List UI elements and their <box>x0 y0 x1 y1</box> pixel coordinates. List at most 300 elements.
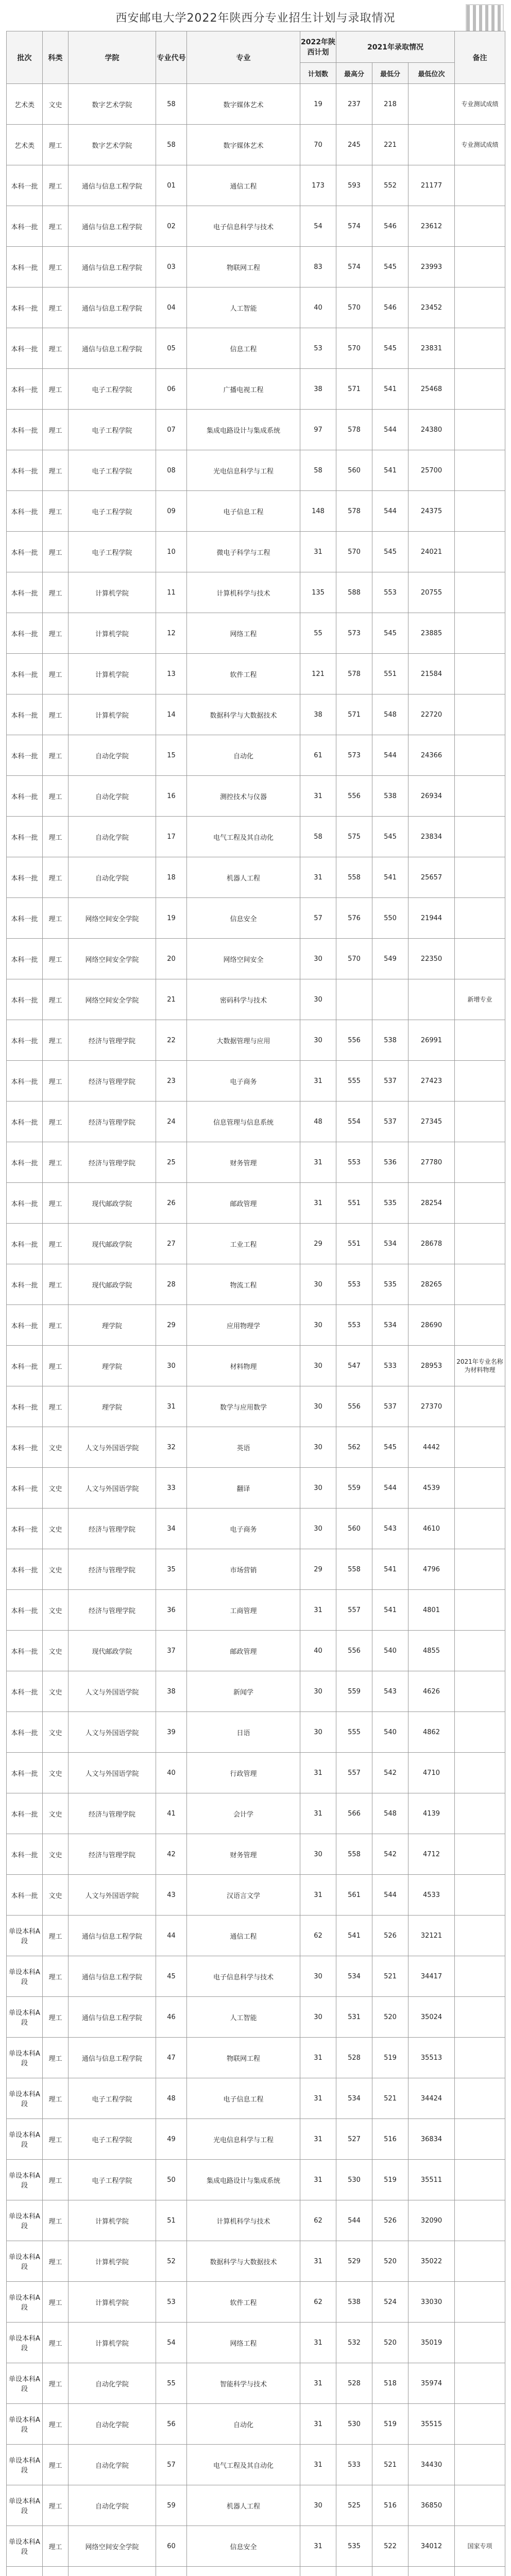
cell-remark <box>455 491 505 532</box>
cell-batch: 本科一批 <box>7 1142 43 1183</box>
cell-batch: 本科一批 <box>7 1020 43 1061</box>
cell-major: 通信工程 <box>187 165 300 206</box>
cell-subject: 理工 <box>43 2119 69 2160</box>
table-row <box>7 1793 505 1834</box>
cell-major: 行政管理 <box>187 1753 300 1793</box>
cell-rank: 28953 <box>408 1346 455 1386</box>
cell-college: 自动化学院 <box>69 857 156 898</box>
cell-remark <box>455 1061 505 1101</box>
cell-plan: 31 <box>300 2160 336 2200</box>
cell-batch: 本科一批 <box>7 776 43 817</box>
cell-max: 573 <box>336 735 372 776</box>
cell-code: 58 <box>156 125 187 165</box>
cell-rank: 23831 <box>408 328 455 369</box>
cell-max: 559 <box>336 1671 372 1712</box>
cell-major: 密码科学与技术 <box>187 979 300 1020</box>
cell-batch: 本科一批 <box>7 1793 43 1834</box>
cell-remark <box>455 532 505 572</box>
cell-remark <box>455 2119 505 2160</box>
table-row <box>7 450 505 491</box>
cell-major: 翻译 <box>187 1468 300 1509</box>
cell-major: 电子商务 <box>187 1509 300 1549</box>
cell-remark <box>455 1549 505 1590</box>
cell-code: 26 <box>156 1183 187 1224</box>
cell-plan: 62 <box>300 2200 336 2241</box>
cell-max: 578 <box>336 410 372 450</box>
cell-min: 537 <box>372 1386 408 1427</box>
cell-rank: 4801 <box>408 1590 455 1631</box>
cell-code: 11 <box>156 572 187 613</box>
header-score-group: 2021年录取情况 <box>336 31 455 63</box>
cell-major: 邮政管理 <box>187 1183 300 1224</box>
cell-rank: 27370 <box>408 1386 455 1427</box>
cell-plan: 62 <box>300 1916 336 1956</box>
table-row <box>7 979 505 1020</box>
cell-rank: 4796 <box>408 1549 455 1590</box>
cell-batch: 本科一批 <box>7 1590 43 1631</box>
cell-plan: 61 <box>300 735 336 776</box>
cell-subject: 文史 <box>43 1549 69 1590</box>
cell-plan: 30 <box>300 979 336 1020</box>
cell-college: 经济与管理学院 <box>69 1590 156 1631</box>
cell-subject: 理工 <box>43 694 69 735</box>
cell-major: 汉语言文学 <box>187 1875 300 1916</box>
cell-plan: 62 <box>300 2282 336 2323</box>
cell-batch: 单设本科A段 <box>7 1956 43 1997</box>
cell-batch: 本科一批 <box>7 572 43 613</box>
cell-remark: 专业测试成绩 <box>455 84 505 125</box>
table-row <box>7 1346 505 1386</box>
cell-major: 数据科学与大数据技术 <box>187 2241 300 2282</box>
cell-subject: 理工 <box>43 939 69 979</box>
cell-min: 545 <box>372 328 408 369</box>
cell-code: 15 <box>156 735 187 776</box>
cell-subject: 理工 <box>43 1020 69 1061</box>
cell-remark <box>455 1875 505 1916</box>
header-subject: 科类 <box>43 31 69 84</box>
cell-plan: 31 <box>300 1061 336 1101</box>
cell-subject: 理工 <box>43 1956 69 1997</box>
cell-batch <box>7 2567 43 2576</box>
cell-code: 36 <box>156 1590 187 1631</box>
cell-plan: 30 <box>300 2485 336 2526</box>
cell-subject <box>43 2567 69 2576</box>
cell-major: 物联网工程 <box>187 247 300 287</box>
cell-max: 571 <box>336 694 372 735</box>
cell-major: 信息管理与信息系统 <box>187 1101 300 1142</box>
cell-college: 人文与外国语学院 <box>69 1753 156 1793</box>
cell-rank: 4626 <box>408 1671 455 1712</box>
cell-major: 人工智能 <box>187 287 300 328</box>
cell-min: 541 <box>372 369 408 410</box>
cell-rank: 4442 <box>408 1427 455 1468</box>
cell-max: 541 <box>336 1916 372 1956</box>
cell-remark <box>455 2363 505 2404</box>
header-min: 最低分 <box>372 63 408 84</box>
cell-batch: 本科一批 <box>7 450 43 491</box>
cell-rank: 24021 <box>408 532 455 572</box>
cell-plan: 30 <box>300 1346 336 1386</box>
cell-code: 56 <box>156 2404 187 2445</box>
cell-batch: 本科一批 <box>7 1183 43 1224</box>
cell-major: 网络工程 <box>187 613 300 654</box>
cell-plan: 53 <box>300 328 336 369</box>
cell-max: 534 <box>336 2078 372 2119</box>
cell-min: 536 <box>372 1142 408 1183</box>
cell-college: 电子工程学院 <box>69 2078 156 2119</box>
cell-code: 04 <box>156 287 187 328</box>
table-row <box>7 2323 505 2363</box>
cell-code: 03 <box>156 247 187 287</box>
table-row <box>7 1997 505 2038</box>
table-row <box>7 2445 505 2485</box>
cell-min: 548 <box>372 694 408 735</box>
cell-plan: 29 <box>300 1549 336 1590</box>
cell-code: 38 <box>156 1671 187 1712</box>
cell-code: 54 <box>156 2323 187 2363</box>
table-row <box>7 165 505 206</box>
cell-code: 33 <box>156 1468 187 1509</box>
cell-college: 计算机学院 <box>69 572 156 613</box>
cell-remark <box>455 2485 505 2526</box>
cell-subject: 理工 <box>43 450 69 491</box>
cell-min <box>372 2567 408 2576</box>
cell-subject: 理工 <box>43 735 69 776</box>
cell-batch: 本科一批 <box>7 654 43 694</box>
cell-max: 558 <box>336 857 372 898</box>
cell-rank <box>408 2567 455 2576</box>
cell-major: 计算机科学与技术 <box>187 572 300 613</box>
cell-college: 数字艺术学院 <box>69 125 156 165</box>
cell-college: 经济与管理学院 <box>69 1793 156 1834</box>
cell-major: 会计学 <box>187 1793 300 1834</box>
cell-min: 546 <box>372 206 408 247</box>
header-remark: 备注 <box>455 31 505 84</box>
cell-max: 575 <box>336 817 372 857</box>
cell-subject: 理工 <box>43 491 69 532</box>
cell-subject: 理工 <box>43 247 69 287</box>
cell-rank: 24380 <box>408 410 455 450</box>
cell-rank: 22720 <box>408 694 455 735</box>
cell-min: 542 <box>372 1753 408 1793</box>
cell-rank: 23452 <box>408 287 455 328</box>
cell-max <box>336 979 372 1020</box>
cell-batch: 本科一批 <box>7 1346 43 1386</box>
cell-min: 537 <box>372 1101 408 1142</box>
table-row <box>7 1061 505 1101</box>
cell-subject: 理工 <box>43 165 69 206</box>
cell-rank <box>408 84 455 125</box>
cell-major: 日语 <box>187 1712 300 1753</box>
table-row <box>7 1875 505 1916</box>
cell-college: 自动化学院 <box>69 2485 156 2526</box>
cell-plan: 31 <box>300 2404 336 2445</box>
cell-batch: 本科一批 <box>7 857 43 898</box>
cell-code: 14 <box>156 694 187 735</box>
cell-remark <box>455 2038 505 2078</box>
cell-max: 538 <box>336 2282 372 2323</box>
cell-plan: 38 <box>300 369 336 410</box>
cell-subject: 理工 <box>43 1101 69 1142</box>
cell-min: 538 <box>372 1020 408 1061</box>
cell-rank: 35513 <box>408 2038 455 2078</box>
cell-min: 553 <box>372 572 408 613</box>
table-row <box>7 1142 505 1183</box>
cell-rank: 24366 <box>408 735 455 776</box>
cell-max: 554 <box>336 1101 372 1142</box>
cell-max: 561 <box>336 1875 372 1916</box>
cell-batch: 单设本科A段 <box>7 2038 43 2078</box>
cell-remark <box>455 1305 505 1346</box>
cell-code: 37 <box>156 1631 187 1671</box>
cell-plan: 29 <box>300 1224 336 1264</box>
cell-subject: 文史 <box>43 1468 69 1509</box>
cell-major: 信息工程 <box>187 328 300 369</box>
cell-min: 541 <box>372 450 408 491</box>
table-row <box>7 2200 505 2241</box>
cell-college: 计算机学院 <box>69 694 156 735</box>
cell-max: 532 <box>336 2323 372 2363</box>
cell-plan: 30 <box>300 1386 336 1427</box>
cell-remark <box>455 410 505 450</box>
cell-subject: 文史 <box>43 1875 69 1916</box>
cell-batch: 本科一批 <box>7 1101 43 1142</box>
cell-max: 588 <box>336 572 372 613</box>
cell-code: 55 <box>156 2363 187 2404</box>
cell-max: 530 <box>336 2160 372 2200</box>
cell-min: 545 <box>372 532 408 572</box>
cell-code: 41 <box>156 1793 187 1834</box>
cell-subject: 理工 <box>43 857 69 898</box>
cell-plan: 58 <box>300 450 336 491</box>
cell-remark <box>455 2241 505 2282</box>
cell-min: 526 <box>372 2200 408 2241</box>
cell-max: 562 <box>336 1427 372 1468</box>
cell-plan: 30 <box>300 1427 336 1468</box>
cell-remark <box>455 247 505 287</box>
cell-code: 48 <box>156 2078 187 2119</box>
table-row <box>7 491 505 532</box>
cell-college: 理学院 <box>69 1386 156 1427</box>
cell-remark <box>455 572 505 613</box>
cell-rank: 4862 <box>408 1712 455 1753</box>
cell-plan: 30 <box>300 1305 336 1346</box>
cell-max: 553 <box>336 1264 372 1305</box>
cell-plan: 30 <box>300 1020 336 1061</box>
cell-code: 39 <box>156 1712 187 1753</box>
cell-code: 05 <box>156 328 187 369</box>
cell-remark <box>455 1264 505 1305</box>
cell-code: 06 <box>156 369 187 410</box>
cell-batch: 本科一批 <box>7 1468 43 1509</box>
cell-plan: 31 <box>300 1590 336 1631</box>
cell-subject: 理工 <box>43 2078 69 2119</box>
cell-college: 现代邮政学院 <box>69 1631 156 1671</box>
cell-remark <box>455 1183 505 1224</box>
cell-max: 527 <box>336 2119 372 2160</box>
cell-plan: 30 <box>300 939 336 979</box>
cell-college: 通信与信息工程学院 <box>69 1916 156 1956</box>
cell-remark <box>455 1793 505 1834</box>
cell-subject: 理工 <box>43 1142 69 1183</box>
cell-code: 52 <box>156 2241 187 2282</box>
cell-code: 49 <box>156 2119 187 2160</box>
cell-remark <box>455 735 505 776</box>
cell-code: 08 <box>156 450 187 491</box>
cell-code <box>156 2567 187 2576</box>
cell-college: 自动化学院 <box>69 776 156 817</box>
cell-subject: 理工 <box>43 2445 69 2485</box>
table-row <box>7 776 505 817</box>
table-row <box>7 1264 505 1305</box>
cell-batch: 本科一批 <box>7 1712 43 1753</box>
cell-college: 经济与管理学院 <box>69 1101 156 1142</box>
cell-college: 数字艺术学院 <box>69 84 156 125</box>
cell-subject: 理工 <box>43 2485 69 2526</box>
cell-max: 558 <box>336 1549 372 1590</box>
cell-plan: 30 <box>300 1509 336 1549</box>
cell-rank <box>408 125 455 165</box>
cell-major: 新闻学 <box>187 1671 300 1712</box>
cell-batch: 本科一批 <box>7 491 43 532</box>
cell-rank: 26991 <box>408 1020 455 1061</box>
cell-college: 人文与外国语学院 <box>69 1712 156 1753</box>
cell-batch: 艺术类 <box>7 84 43 125</box>
cell-major: 计算机科学与技术 <box>187 2200 300 2241</box>
cell-remark <box>455 1956 505 1997</box>
cell-max: 534 <box>336 1956 372 1997</box>
cell-remark <box>455 1834 505 1875</box>
cell-subject: 理工 <box>43 1997 69 2038</box>
header-max: 最高分 <box>336 63 372 84</box>
cell-subject: 理工 <box>43 532 69 572</box>
header-min-rank: 最低位次 <box>408 63 455 84</box>
cell-min: 521 <box>372 2445 408 2485</box>
cell-code: 09 <box>156 491 187 532</box>
cell-subject: 理工 <box>43 2241 69 2282</box>
table-row <box>7 206 505 247</box>
table-row <box>7 1549 505 1590</box>
cell-rank: 4139 <box>408 1793 455 1834</box>
cell-max: 570 <box>336 328 372 369</box>
cell-plan: 121 <box>300 654 336 694</box>
header-code: 专业代号 <box>156 31 187 84</box>
cell-subject: 理工 <box>43 1916 69 1956</box>
cell-remark <box>455 2200 505 2241</box>
cell-rank: 21584 <box>408 654 455 694</box>
cell-plan: 31 <box>300 2241 336 2282</box>
cell-major: 光电信息科学与工程 <box>187 2119 300 2160</box>
cell-rank: 4610 <box>408 1509 455 1549</box>
cell-subject: 理工 <box>43 328 69 369</box>
cell-batch: 本科一批 <box>7 1264 43 1305</box>
cell-code: 59 <box>156 2485 187 2526</box>
cell-major: 集成电路设计与集成系统 <box>187 410 300 450</box>
cell-batch: 单设本科A段 <box>7 2119 43 2160</box>
cell-remark <box>455 817 505 857</box>
table-row <box>7 2160 505 2200</box>
cell-max <box>336 2567 372 2576</box>
cell-rank: 25700 <box>408 450 455 491</box>
cell-min: 520 <box>372 1997 408 2038</box>
cell-rank: 20755 <box>408 572 455 613</box>
cell-rank: 25468 <box>408 369 455 410</box>
cell-remark <box>455 857 505 898</box>
cell-min: 543 <box>372 1509 408 1549</box>
cell-major: 信息安全 <box>187 2526 300 2567</box>
cell-rank: 23612 <box>408 206 455 247</box>
cell-min: 550 <box>372 898 408 939</box>
cell-major: 通信工程 <box>187 1916 300 1956</box>
table-row <box>7 1183 505 1224</box>
cell-plan: 30 <box>300 1956 336 1997</box>
table-row <box>7 1590 505 1631</box>
cell-code: 44 <box>156 1916 187 1956</box>
cell-code: 40 <box>156 1753 187 1793</box>
table-row <box>7 2241 505 2282</box>
cell-major: 物流工程 <box>187 1264 300 1305</box>
cell-major: 财务管理 <box>187 1142 300 1183</box>
cell-college: 电子工程学院 <box>69 2119 156 2160</box>
cell-rank: 23993 <box>408 247 455 287</box>
cell-college: 经济与管理学院 <box>69 1061 156 1101</box>
cell-remark <box>455 2282 505 2323</box>
cell-batch: 本科一批 <box>7 1753 43 1793</box>
cell-remark <box>455 2404 505 2445</box>
cell-min: 535 <box>372 1183 408 1224</box>
cell-max: 245 <box>336 125 372 165</box>
cell-max: 570 <box>336 939 372 979</box>
table-row <box>7 1509 505 1549</box>
cell-batch: 本科一批 <box>7 1224 43 1264</box>
cell-min: 535 <box>372 1264 408 1305</box>
cell-college: 理学院 <box>69 1305 156 1346</box>
cell-code: 35 <box>156 1549 187 1590</box>
cell-min: 522 <box>372 2526 408 2567</box>
cell-plan <box>300 2567 336 2576</box>
cell-min: 541 <box>372 1590 408 1631</box>
cell-code: 30 <box>156 1346 187 1386</box>
cell-college: 电子工程学院 <box>69 410 156 450</box>
cell-max: 533 <box>336 2445 372 2485</box>
cell-remark <box>455 369 505 410</box>
table-row <box>7 1671 505 1712</box>
cell-min: 548 <box>372 1793 408 1834</box>
cell-remark <box>455 1712 505 1753</box>
cell-batch: 本科一批 <box>7 979 43 1020</box>
cell-remark <box>455 1468 505 1509</box>
cell-remark <box>455 1590 505 1631</box>
cell-max: 560 <box>336 450 372 491</box>
cell-major: 自动化 <box>187 2404 300 2445</box>
cell-batch: 单设本科A段 <box>7 2323 43 2363</box>
cell-major: 网络工程 <box>187 2323 300 2363</box>
cell-code: 12 <box>156 613 187 654</box>
cell-max: 544 <box>336 2200 372 2241</box>
table-row <box>7 2038 505 2078</box>
cell-max: 578 <box>336 491 372 532</box>
cell-major: 智能科学与技术 <box>187 2363 300 2404</box>
cell-code: 60 <box>156 2526 187 2567</box>
cell-subject: 理工 <box>43 776 69 817</box>
cell-max: 237 <box>336 84 372 125</box>
cell-subject: 理工 <box>43 2038 69 2078</box>
cell-batch: 单设本科A段 <box>7 2282 43 2323</box>
cell-code: 16 <box>156 776 187 817</box>
cell-batch: 本科一批 <box>7 1834 43 1875</box>
cell-major <box>187 2567 300 2576</box>
cell-subject: 理工 <box>43 206 69 247</box>
